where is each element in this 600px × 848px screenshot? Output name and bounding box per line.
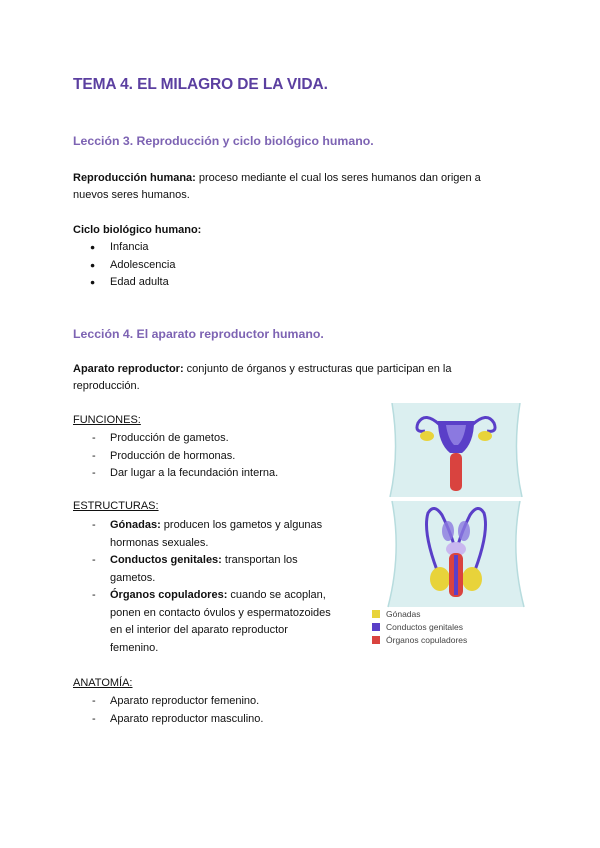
list-item (73, 552, 363, 587)
structure-text: cuando se acoplan, (227, 589, 326, 601)
legend-swatch (372, 623, 380, 631)
male-anatomy-diagram (372, 501, 542, 607)
structure-text: ponen en contacto óvulos y espermatozoides (110, 606, 331, 619)
definition-text-line2: nuevos seres humanos. (73, 189, 190, 201)
lesson3-definition (73, 170, 533, 204)
legend-swatch (372, 636, 380, 644)
lesson4-heading: Lección 4. El aparato reproductor humano. (73, 327, 324, 341)
legend-swatch (372, 610, 380, 618)
page-title: TEMA 4. EL MILAGRO DE LA VIDA. (73, 76, 328, 93)
legend-gonadas (372, 609, 421, 619)
structure-text: femenino. (110, 641, 159, 654)
anatomia-list (73, 693, 363, 728)
legend-organos (372, 635, 467, 645)
estructuras-list (73, 517, 363, 657)
list-item: - Producción de gametos. (73, 430, 363, 448)
cycle-heading (73, 222, 201, 239)
cycle-heading-label: Ciclo biológico humano: (73, 224, 202, 236)
structure-text: producen los gametos y algunas (160, 519, 323, 531)
definition-term: Aparato reproductor: (73, 363, 184, 375)
structure-text: en el interior del aparato reproductor (110, 624, 288, 636)
structure-term: Conductos genitales: (110, 554, 222, 566)
anatomia-heading: ANATOMÍA: (73, 677, 133, 689)
structure-text: transportan los (221, 554, 298, 566)
definition-text: conjunto de órganos y estructuras que participan en la (183, 363, 452, 375)
lesson3-heading: Lección 3. Reproducción y ciclo biológico humano. (73, 134, 374, 148)
legend-conductos (372, 622, 463, 632)
cycle-list (73, 239, 373, 292)
list-item: - Aparato reproductor femenino. (73, 693, 363, 711)
lesson4-definition (73, 361, 533, 395)
list-item: ● Infancia (73, 239, 373, 257)
list-item: - Dar lugar a la fecundación interna. (73, 465, 363, 483)
funciones-list (73, 430, 363, 483)
female-anatomy-diagram (372, 403, 542, 497)
structure-term: Órganos copuladores: (110, 589, 228, 601)
structure-term: Gónadas: (110, 519, 161, 531)
list-item: ● Edad adulta (73, 274, 373, 292)
definition-text: proceso mediante el cual los seres humanos dan origen a (195, 172, 481, 184)
definition-text-line2: reproducción. (73, 380, 140, 392)
structure-text: hormonas sexuales. (110, 536, 209, 549)
list-item (73, 587, 363, 657)
list-item: - Producción de hormonas. (73, 448, 363, 466)
legend-label: Gónadas (386, 609, 421, 619)
list-item (73, 517, 363, 552)
estructuras-heading: ESTRUCTURAS: (73, 500, 159, 512)
legend-label: Órganos copuladores (386, 635, 468, 645)
list-item: - Aparato reproductor masculino. (73, 711, 363, 729)
structure-text: gametos. (110, 571, 156, 584)
list-item: ● Adolescencia (73, 257, 373, 275)
legend-label: Conductos genitales (386, 622, 464, 632)
funciones-heading: FUNCIONES: (73, 414, 141, 426)
definition-term: Reproducción humana: (73, 172, 196, 184)
